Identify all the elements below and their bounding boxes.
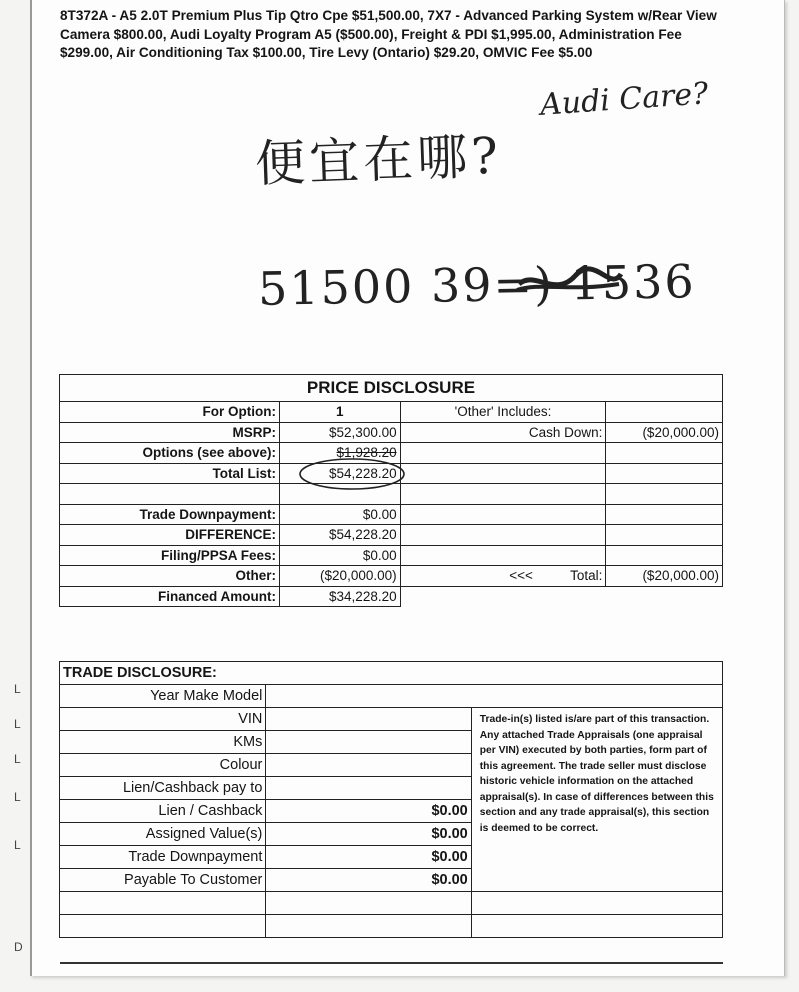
row-c3 — [400, 525, 606, 546]
row-c3: Cash Down: — [400, 422, 606, 443]
row-value — [266, 708, 471, 731]
row-label: Options (see above): — [60, 443, 280, 464]
margin-mark: L — [14, 717, 21, 731]
trade-disclosure-title: TRADE DISCLOSURE: — [60, 662, 723, 685]
scratch-out-mark — [515, 262, 625, 306]
row-label: Payable To Customer — [60, 869, 266, 892]
row-value — [266, 731, 471, 754]
row-label: Colour — [60, 754, 266, 777]
row-value — [266, 915, 471, 938]
row-c4 — [606, 525, 723, 546]
row-label: Total List: — [60, 463, 280, 484]
row-c4 — [606, 463, 723, 484]
row-c4: ($20,000.00) — [606, 422, 723, 443]
price-disclosure-title: PRICE DISCLOSURE — [60, 375, 723, 402]
row-label: Financed Amount: — [60, 586, 280, 607]
row-c3 — [400, 545, 606, 566]
row-c3 — [400, 443, 606, 464]
margin-mark: L — [14, 790, 21, 804]
row-value: $0.00 — [279, 504, 400, 525]
row-label: Assigned Value(s) — [60, 823, 266, 846]
table-row — [60, 708, 723, 731]
row-value: $0.00 — [266, 846, 471, 869]
row-label: DIFFERENCE: — [60, 525, 280, 546]
row-value: $0.00 — [279, 545, 400, 566]
margin-mark: D — [14, 940, 23, 954]
row-label: MSRP: — [60, 422, 280, 443]
row-label: Year Make Model — [60, 685, 266, 708]
table-row — [60, 504, 723, 525]
row-c4: ($20,000.00) — [606, 566, 723, 587]
row-c4 — [606, 484, 723, 505]
row-c3 — [400, 504, 606, 525]
table-row — [60, 525, 723, 546]
handwritten-circle — [298, 457, 406, 491]
row-value: ($20,000.00) — [279, 566, 400, 587]
handwritten-question: 便宜在哪? — [254, 126, 503, 194]
row-label: Filing/PPSA Fees: — [60, 545, 280, 566]
row-value — [266, 754, 471, 777]
empty-cell — [471, 915, 722, 938]
margin-mark: L — [14, 682, 21, 696]
row-value: 1 — [279, 402, 400, 423]
row-label — [60, 892, 266, 915]
row-value: $0.00 — [266, 800, 471, 823]
row-value: $0.00 — [266, 869, 471, 892]
row-c3 — [400, 484, 606, 505]
row-value: $0.00 — [266, 823, 471, 846]
table-row — [60, 566, 723, 587]
row-value — [266, 892, 471, 915]
row-label: KMs — [60, 731, 266, 754]
row-label — [60, 915, 266, 938]
table-row — [60, 685, 723, 708]
row-c3 — [400, 586, 606, 607]
row-value: $1,928.20 — [279, 443, 400, 464]
row-value: $52,300.00 — [279, 422, 400, 443]
row-label: Lien/Cashback pay to — [60, 777, 266, 800]
row-label: For Option: — [60, 402, 280, 423]
row-value: $54,228.20 — [279, 463, 400, 484]
row-c4 — [606, 443, 723, 464]
margin-mark: L — [14, 838, 21, 852]
row-label — [60, 484, 280, 505]
row-value — [266, 777, 471, 800]
table-row — [60, 892, 723, 915]
trade-disclosure-table — [59, 661, 723, 938]
row-c3: 'Other' Includes: — [400, 402, 606, 423]
row-c4 — [606, 545, 723, 566]
handwritten-calculation: 51500 39=) 1536 — [257, 254, 697, 316]
row-label: Trade Downpayment: — [60, 504, 280, 525]
table-row — [60, 545, 723, 566]
table-row — [60, 915, 723, 938]
empty-cell — [471, 892, 722, 915]
row-c3 — [400, 463, 606, 484]
page-bottom-edge — [60, 962, 723, 968]
handwritten-audi-care: Audi Care? — [538, 76, 710, 123]
margin-mark: L — [14, 752, 21, 766]
row-value: $34,228.20 — [279, 586, 400, 607]
row-c4 — [606, 586, 723, 607]
row-label: Lien / Cashback — [60, 800, 266, 823]
table-row — [60, 422, 723, 443]
row-c4 — [606, 504, 723, 525]
row-label: VIN — [60, 708, 266, 731]
row-value: $54,228.20 — [279, 525, 400, 546]
row-c3: <<< Total: — [400, 566, 606, 587]
row-c4 — [606, 402, 723, 423]
row-value — [266, 685, 723, 708]
table-row — [60, 586, 723, 607]
table-row — [60, 402, 723, 423]
row-label: Other: — [60, 566, 280, 587]
vehicle-description: 8T372A - A5 2.0T Premium Plus Tip Qtro Cpe $51,500.00, 7X7 - Advanced Parking System w/Rear View Camera $800.00, Audi Loyalty Program A5 ($500.00), Freight & PDI $1,995.00, Administration Fee $299.00, Air Conditioning Tax $100.00, Tire Levy (Ontario) $29.20, OMVIC Fee $5.00 — [60, 8, 717, 60]
trade-disclosure-note: Trade-in(s) listed is/are part of this transaction. Any attached Trade Appraisals (one appraisal per VIN) executed by both parties, form part of this agreement. The trade seller must disclose historic vehicle information on the attached appraisal(s). In case of differences between this section and any trade appraisal(s), this section is deemed to be correct. — [471, 708, 722, 892]
row-label: Trade Downpayment — [60, 846, 266, 869]
